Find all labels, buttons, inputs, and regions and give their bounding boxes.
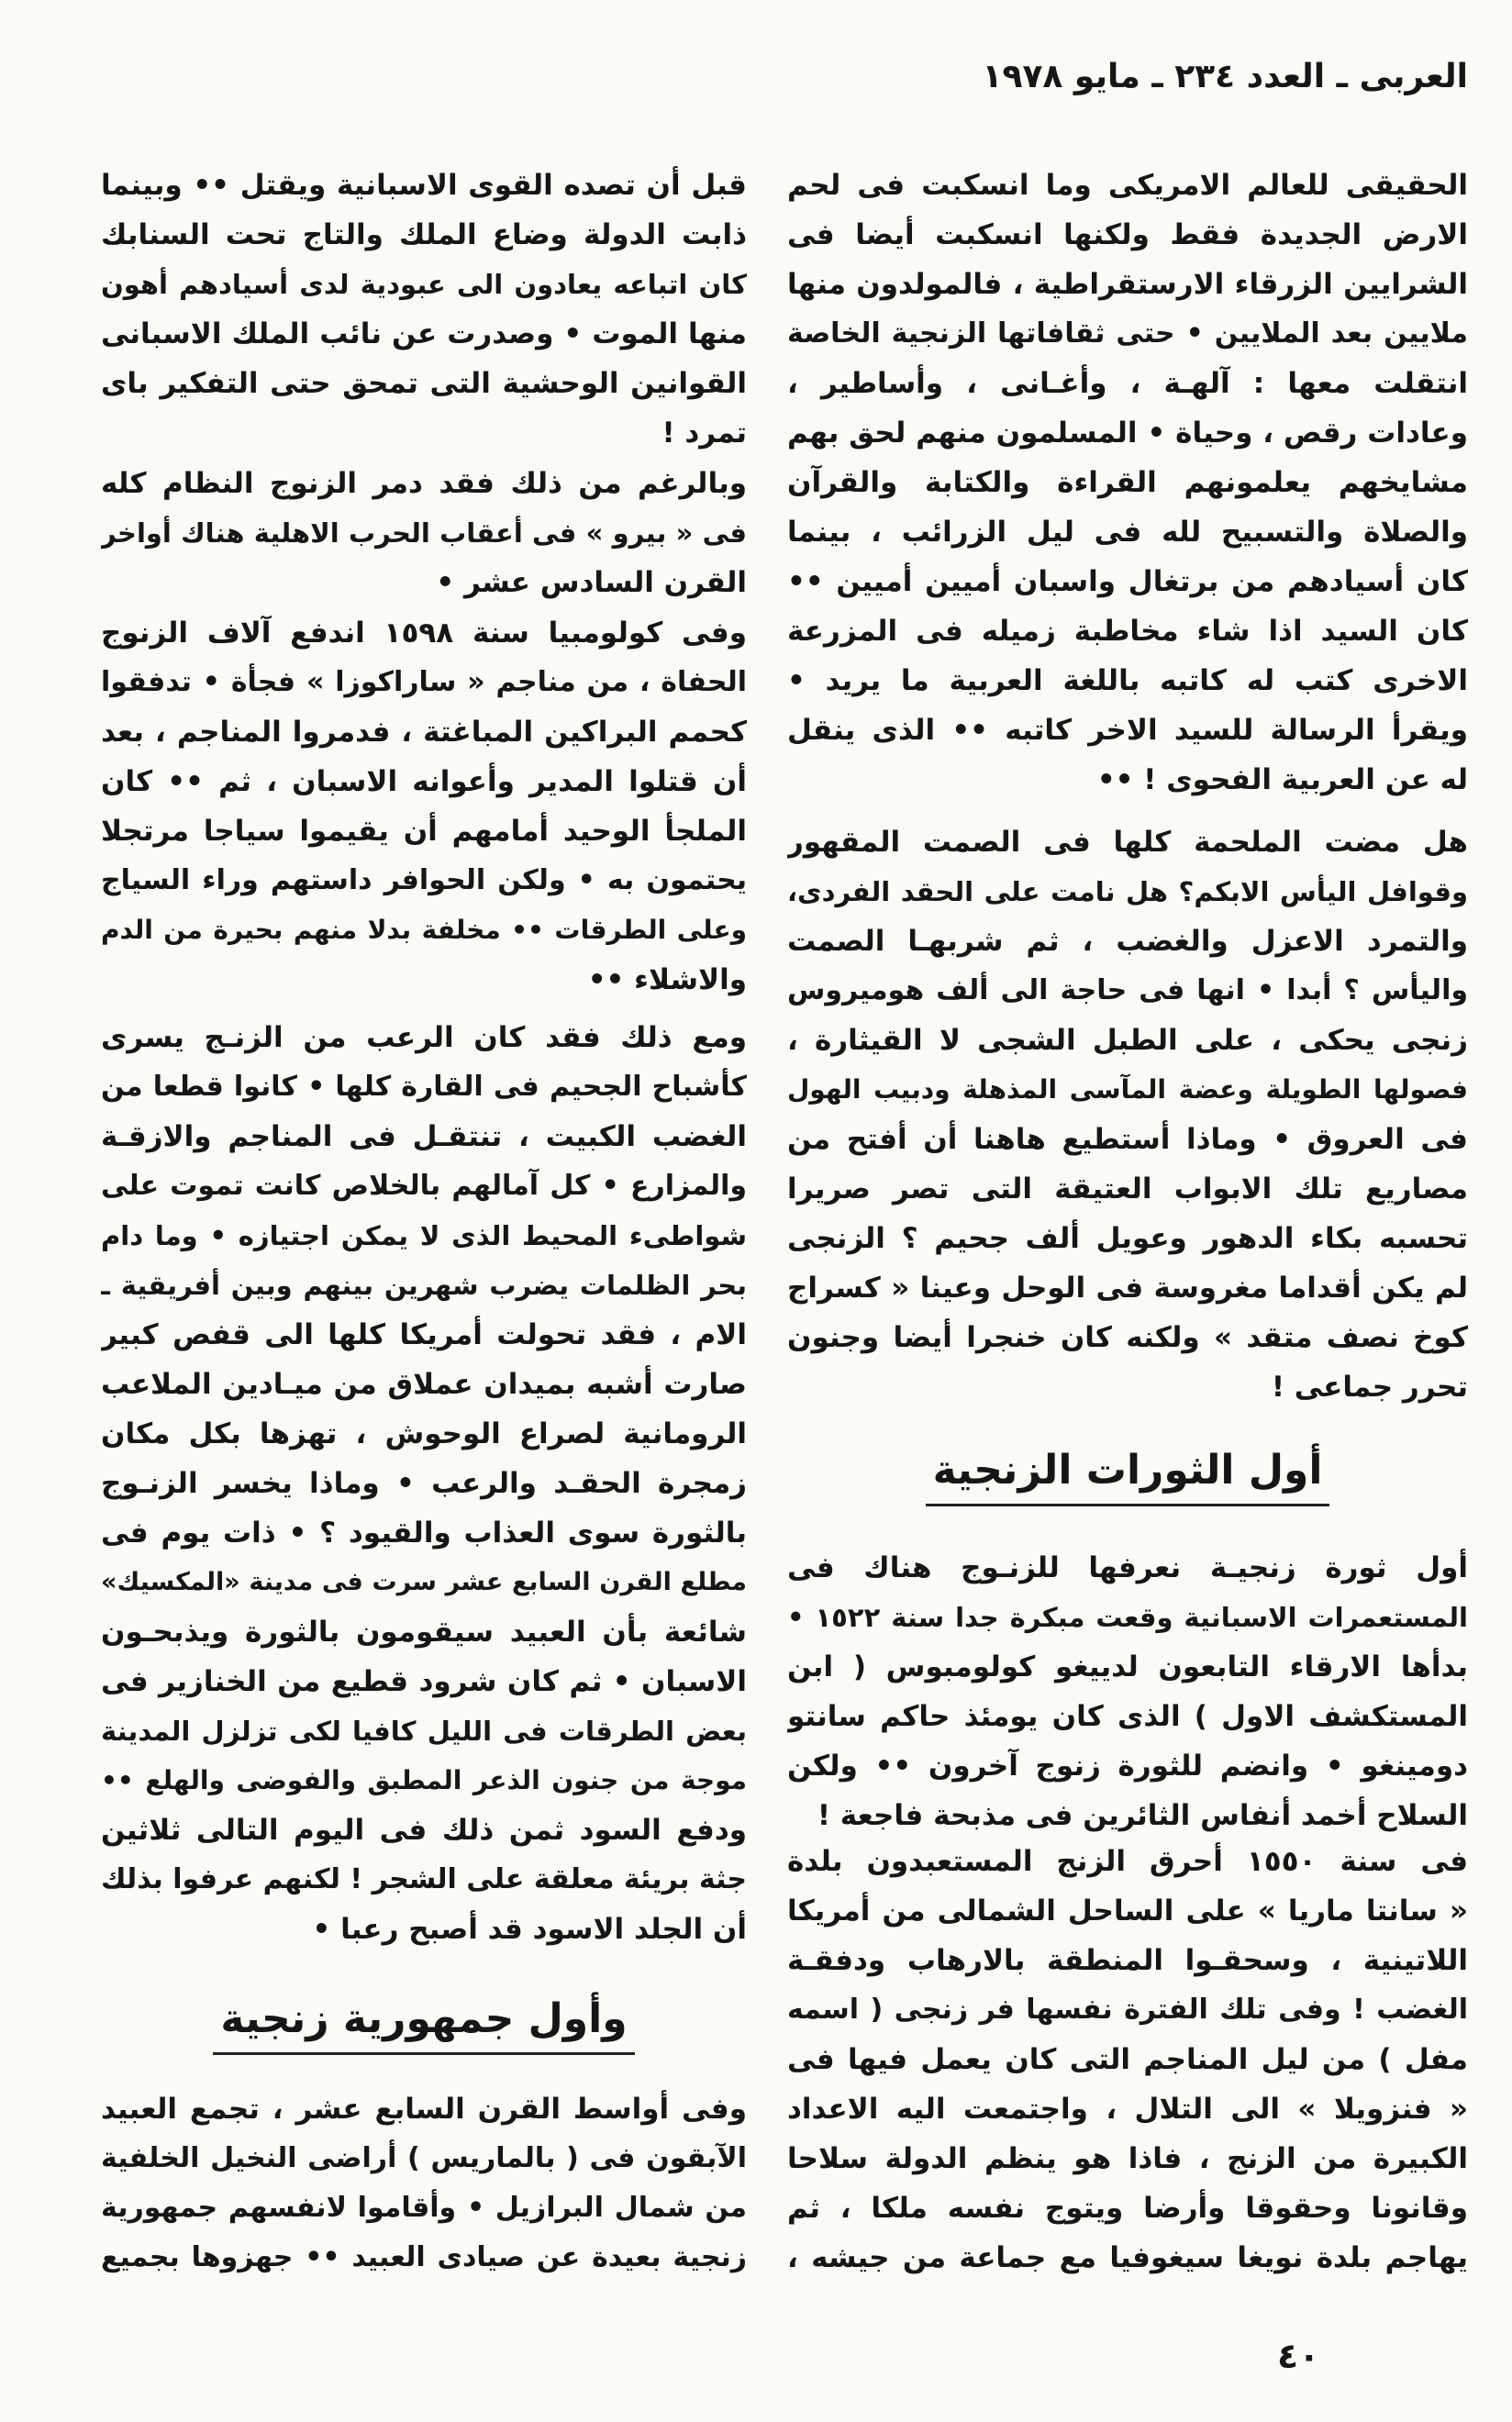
text-line: « سانتا ماريا » على الساحل الشمالى من أمريكا (787, 1894, 1468, 1928)
text-line: الاخرى كتب له كاتبه باللغة العربية ما يريد • (787, 664, 1468, 697)
text-line: الحقيقى للعالم الامريكى وما انسكبت فى لحم (787, 169, 1468, 202)
text-line: شواطىء المحيط الذى لا يمكن اجتيازه • وما دام (101, 1220, 747, 1251)
text-line: ذابت الدولة وضاع الملك والتاج تحت السنابك (101, 218, 747, 251)
text-line: فى سنة ١٥٥٠ أحرق الزنج المستعبدون بلدة (787, 1845, 1468, 1878)
text-line: وبالرغم من ذلك فقد دمر الزنوج النظام كله (101, 467, 747, 500)
text-line: مشايخهم يعلمونهم القراءة والكتابة والقرآن (787, 466, 1468, 499)
text-line: كان أسيادهم من برتغال واسبان أميين أميين •• (787, 565, 1468, 598)
text-line: والاشلاء •• (587, 963, 747, 996)
left-column (101, 0, 747, 2422)
text-line: دومينغو • وانضم للثورة زنوج آخرون •• ولكن (787, 1750, 1468, 1783)
text-line: صارت أشبه بميدان عملاق من ميـادين الملاعب (101, 1368, 747, 1401)
text-line: « فنزويلا » الى التلال ، واجتمعت اليه الاعداد (787, 2093, 1468, 2126)
text-line: زنجية بعيدة عن صيادى العبيد •• جهزوها بجميع (101, 2241, 747, 2273)
text-line: الرومانية لصراع الوحوش ، تهزها بكل مكان (101, 1417, 747, 1450)
text-line: جثة بريئة معلقة على الشجر ! لكنهم عرفوا بذلك (101, 1863, 747, 1895)
text-line: هل مضت الملحمة كلها فى الصمت المقهور (787, 826, 1468, 859)
text-line: القوانين الوحشية التى تمحق حتى التفكير باى (101, 367, 747, 400)
text-line: ومع ذلك فقد كان الرعب من الزنـج يسرى (101, 1021, 747, 1054)
text-line: شائعة بأن العبيد سيقومون بالثورة ويذبحـون (101, 1616, 747, 1649)
text-line: منها الموت • وصدرت عن نائب الملك الاسبانى (101, 317, 747, 350)
text-line: الآبقون فى ( بالماريس ) أراضى النخيل الخلفية (101, 2142, 747, 2174)
text-line: الملجأ الوحيد أمامهم أن يقيموا سياجا مرتجلا (101, 815, 747, 848)
text-line: الغضب الكبيت ، تنتقـل فى المناجم والازقـة (101, 1120, 747, 1153)
text-line: تحسبه بكاء الدهور وعويل ألف جحيم ؟ الزنجى (787, 1222, 1468, 1255)
right-column (787, 0, 1468, 2422)
text-line: وعلى الطرقات •• مخلفة بدلا منهم بحيرة من الدم (101, 915, 747, 945)
text-line: الارض الجديدة فقط ولكنها انسكبت أيضا فى (787, 218, 1468, 251)
text-line: ودفع السود ثمن ذلك فى اليوم التالى ثلاثين (101, 1814, 747, 1847)
text-line: لم يكن أقداما مغروسة فى الوحل وعينا « كسراج (787, 1272, 1468, 1305)
text-line: أول ثورة زنجيـة نعرفها للزنـوج هناك فى (787, 1551, 1468, 1584)
text-line: كحمم البراكين المباغتة ، فدمروا المناجم ، بعد (101, 716, 747, 749)
text-line: وقوافل اليأس الابكم؟ هل نامت على الحقد الفردى، (787, 876, 1468, 907)
text-line: كان السيد اذا شاء مخاطبة زميله فى المزرعة (787, 615, 1468, 648)
text-line: والمزارع • كل آمالهم بالخلاص كانت تموت على (101, 1170, 747, 1202)
paragraph (787, 817, 1468, 1412)
section-heading-container (101, 1992, 747, 2055)
text-line: اللاتينية ، وسحقـوا المنطقة بالارهاب ودفقـة (787, 1944, 1468, 1977)
text-line: له عن العربية الفحوى ! •• (1096, 763, 1468, 796)
text-line: السلاح أخمد أنفاس الثائرين فى مذبحة فاجعة ! (817, 1799, 1468, 1832)
section-heading-container (787, 1443, 1468, 1506)
text-line: كوخ نصف متقد » ولكنه كان خنجرا أيضا وجنون (787, 1321, 1468, 1354)
text-line: مصاريع تلك الابواب العتيقة التى تصر صريرا (787, 1172, 1468, 1205)
text-line: ملايين بعد الملايين • حتى ثقافاتها الزنجية الخاصة (787, 317, 1468, 350)
text-line: أن الجلد الاسود قد أصبح رعبا • (312, 1913, 747, 1946)
paragraph (101, 2084, 747, 2283)
text-line: الغضب ! وفى تلك الفترة نفسها فر زنجى ( اسمه (787, 1994, 1468, 2026)
text-line: بحر الظلمات يضرب شهرين بينهم وبين أفريقية ـ (101, 1270, 747, 1301)
text-line: وعادات رقص ، وحياة • المسلمون منهم لحق بهم (787, 417, 1468, 450)
paragraph (101, 608, 747, 1005)
text-line: زمجرة الحقـد والرعب • وماذا يخسر الزنـوج (101, 1467, 747, 1500)
text-line: فى العروق • وماذا أستطيع هاهنا أن أفتح من (787, 1123, 1468, 1156)
text-line: القرن السادس عشر • (436, 566, 747, 599)
text-line: ويقرأ الرسالة للسيد الاخر كاتبه •• الذى ينقل (787, 714, 1468, 747)
text-line: فى « بيرو » فى أعقاب الحرب الاهلية هناك أواخر (101, 517, 747, 549)
text-line: انتقلت معها : آلهـة ، وأغـانى ، وأساطير ، (787, 367, 1468, 400)
text-line: يهاجم بلدة نويغا سيغوفيا مع جماعة من جيشه ، (787, 2241, 1468, 2274)
section-heading: أول الثورات الزنجية (926, 1443, 1330, 1506)
paragraph (787, 1837, 1468, 2283)
text-line: فصولها الطويلة وعضة المآسى المذهلة ودبيب الهول (787, 1074, 1468, 1105)
text-line: الام ، فقد تحولت أمريكا كلها الى قفص كبير (101, 1318, 747, 1351)
text-line: بعض الطرقات فى الليل كافيا لكى تزلزل المدينة (101, 1716, 747, 1747)
text-line: الحفاة ، من مناجم « ساراكوزا » فجأة • تدفقوا (101, 666, 747, 698)
text-line: بالثورة سوى العذاب والقيود ؟ • ذات يوم فى (101, 1517, 747, 1550)
running-header: العربى ـ العدد ٢٣٤ ـ مايو ١٩٧٨ (982, 58, 1468, 95)
text-line: وقانونا وحقوقا وأرضا ويتوج نفسه ملكا ، ثم (787, 2192, 1468, 2225)
text-line: مطلع القرن السابع عشر سرت فى مدينة «المكسيك» (101, 1568, 747, 1596)
text-line: الاسبان • ثم كان شرود قطيع من الخنازير فى (101, 1665, 747, 1698)
text-line: زنجى يحكى ، على الطبل الشجى لا القيثارة ، (787, 1024, 1468, 1057)
paragraph (101, 161, 747, 458)
text-line: تحرر جماعى ! (1271, 1371, 1468, 1404)
text-line: الكبيرة من الزنج ، فاذا هو ينظم الدولة سلاحا (787, 2142, 1468, 2175)
paragraph (101, 1013, 747, 1954)
text-line: الشرايين الزرقاء الارستقراطية ، فالمولدون منها (787, 268, 1468, 301)
section-heading: وأول جمهورية زنجية (213, 1992, 634, 2055)
text-line: من شمال البرازيل • وأقاموا لانفسهم جمهورية (101, 2192, 747, 2224)
text-line: والصلاة والتسبيح لله فى ليل الزرائب ، بينما (787, 516, 1468, 549)
text-line: موجة من جنون الذعر المطبق والفوضى والهلع •• (101, 1765, 747, 1795)
text-line: مفل ) من ليل المناجم التى كان يعمل فيها فى (787, 2043, 1468, 2076)
text-line: واليأس ؟ أبدا • انها فى حاجة الى ألف هوميروس (787, 974, 1468, 1006)
paragraph (787, 1543, 1468, 1840)
paragraph (101, 459, 747, 607)
text-line: أن قتلوا المدير وأعوانه الاسبان ، ثم •• كان (101, 765, 747, 798)
text-line: قبل أن تصده القوى الاسبانية ويقتل •• وبينما (101, 169, 747, 202)
text-line: تمرد ! (662, 417, 747, 450)
text-line: كأشباح الجحيم فى القارة كلها • كانوا قطعا من (101, 1071, 747, 1103)
page-number: ٤٠ (1277, 2336, 1320, 2376)
text-line: يحتمون به • ولكن الحوافر داستهم وراء السياج (101, 864, 747, 896)
text-line: وفى أواسط القرن السابع عشر ، تجمع العبيد (101, 2093, 747, 2126)
text-line: والتمرد الاعزل والغضب ، ثم شربهـا الصمت (787, 925, 1468, 958)
text-line: المستعمرات الاسبانية وقعت مبكرة جدا سنة ١٥٢٢ • (787, 1602, 1468, 1633)
paragraph (787, 161, 1468, 805)
text-line: وفى كولومبيا سنة ١٥٩٨ اندفع آلاف الزنوج (101, 617, 747, 650)
text-line: بدأها الارقاء التابعون لدييغو كولومبوس ( ابن (787, 1650, 1468, 1683)
text-line: المستكشف الاول ) الذى كان يومئذ حاكم سانتو (787, 1700, 1468, 1733)
text-line: كان اتباعه يعادون الى عبودية لدى أسيادهم أهون (101, 269, 747, 300)
